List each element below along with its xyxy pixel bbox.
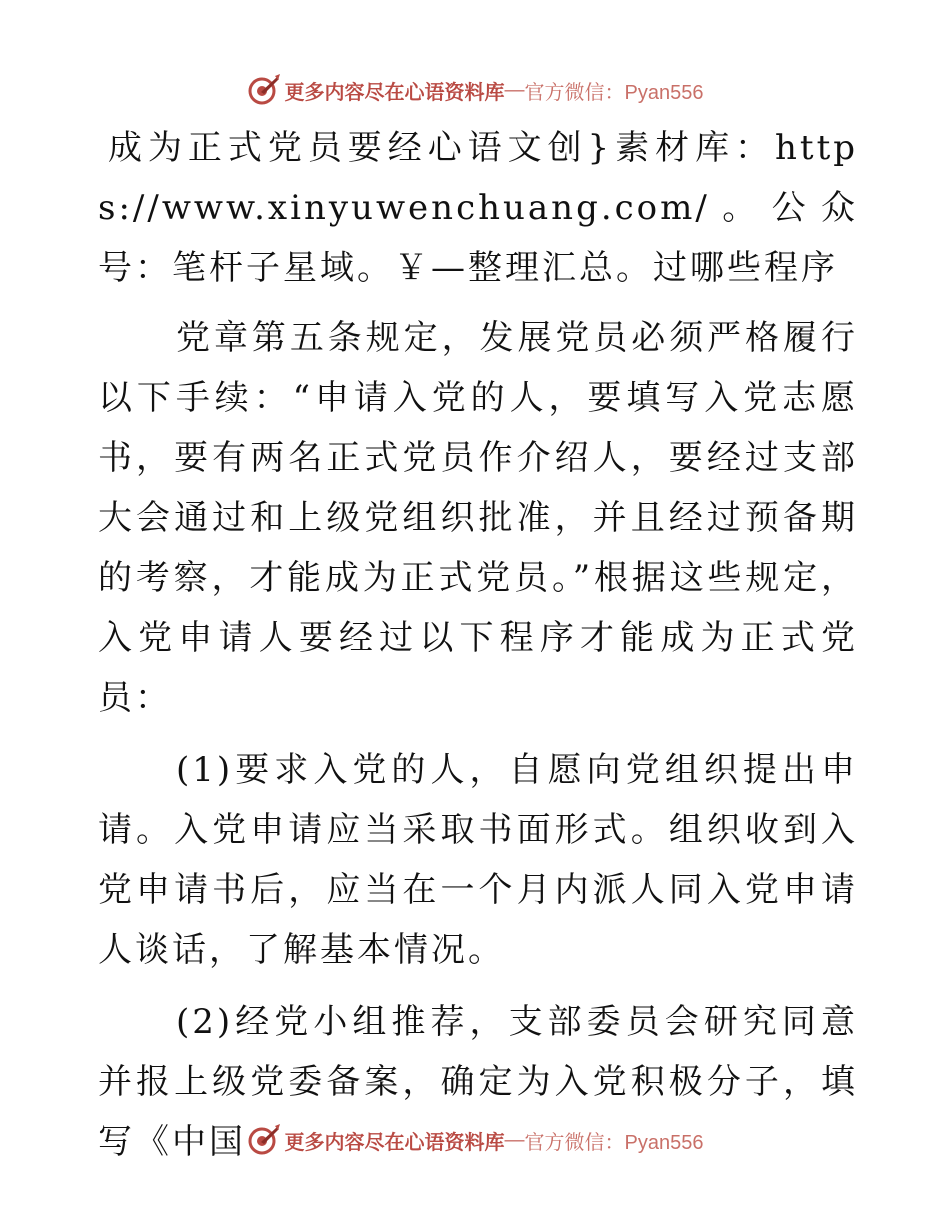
footer-separator: — [504, 1128, 525, 1151]
pen-logo-icon [247, 1123, 281, 1157]
header-watermark [0, 70, 950, 110]
footer-watermark [0, 1120, 950, 1160]
header-wechat-text: 官方微信：Pyan556 [524, 81, 704, 104]
body-paragraph: (1)要求入党的人，自愿向党组织提出申请。入党申请应当采取书面形式。组织收到入党申请书后，应当在一个月内派人同入党申请人谈话，了解基本情况。 [98, 750, 858, 970]
footer-brand-text: 更多内容尽在心语资料库 [284, 1129, 505, 1154]
body-paragraph: (2)经党小组推荐，支部委员会研究同意并报上级党委备案，确定为入党积极分子，填写《中国 [98, 1002, 858, 1162]
header-brand-text: 更多内容尽在心语资料库 [284, 79, 505, 104]
header-separator: — [504, 78, 525, 101]
document-body [98, 118, 858, 1184]
footer-wechat-text: 官方微信：Pyan556 [524, 1131, 704, 1154]
body-paragraph: 党章第五条规定，发展党员必须严格履行以下手续：“申请入党的人，要填写入党志愿书，要有两名正式党员作介绍人，要经过支部大会通过和上级党组织批准，并且经过预备期的考察，才能成为正式党员。”根据这些规定，入党申请人要经过以下程序才能成为正式党员： [98, 318, 858, 718]
intro-paragraph: 成为正式党员要经心语文创}素材库：https://www.xinyuwenchuang.com/。公众号：笔杆子星域。￥—整理汇总。过哪些程序 [98, 128, 858, 288]
pen-logo-icon [247, 73, 281, 107]
